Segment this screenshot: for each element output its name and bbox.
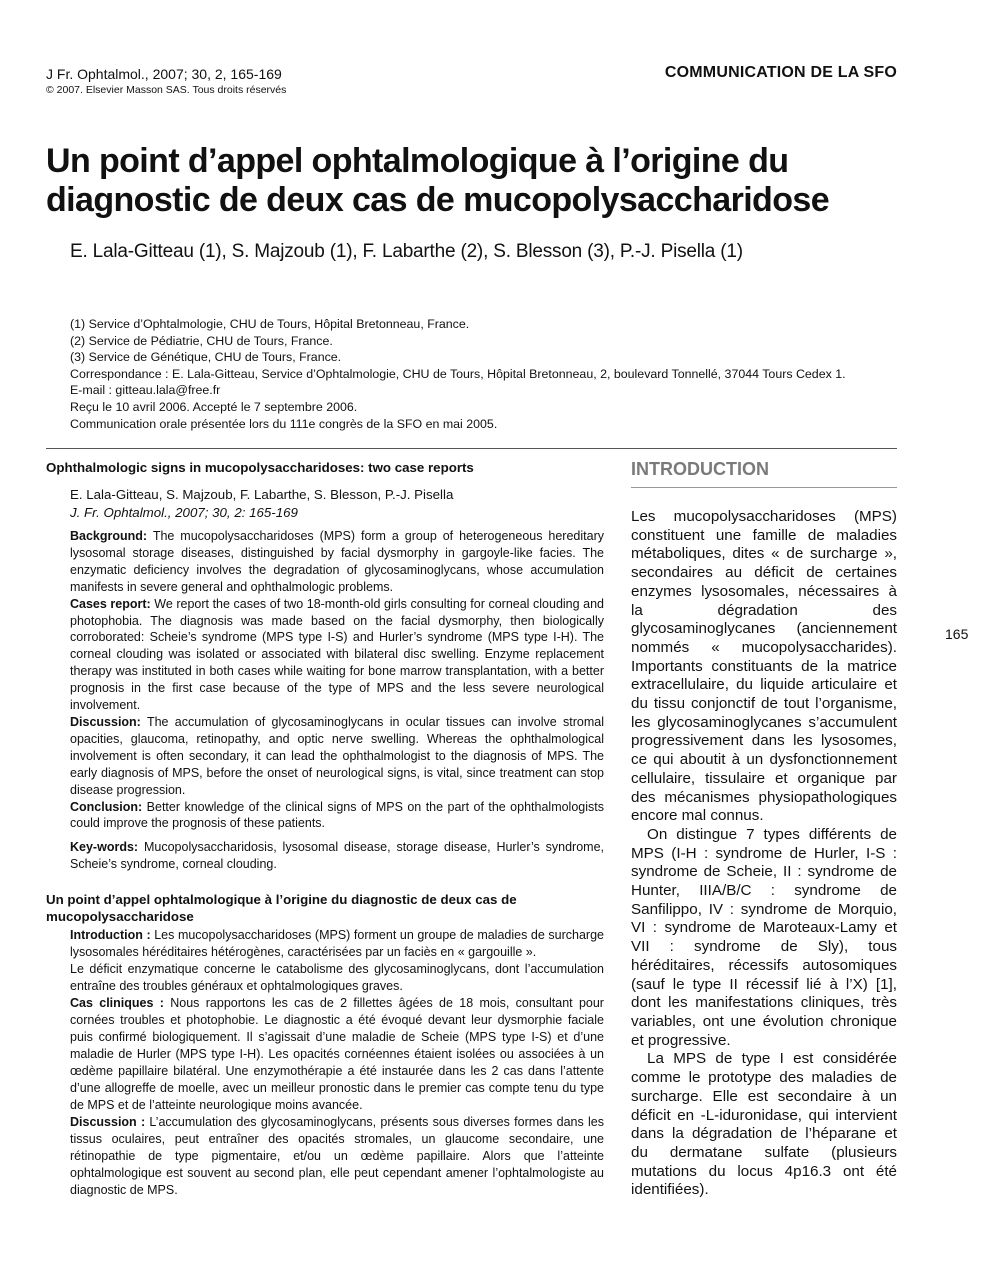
divider [46, 448, 897, 449]
fr-cases-label: Cas cliniques : [70, 996, 164, 1011]
intro-paragraph-3: La MPS de type I est considérée comme le prototype des maladies de surcharge. Elle est secondaire à un déficit en -L-iduronidase, qui intervient dans la dégradation de l’héparane et du dermatane sulfate (plusieurs mutations du locus 4p16.3 ont été identifiées). [631, 1050, 897, 1199]
article-title: Un point d’appel ophtalmologique à l’origine du diagnostic de deux cas de mucopolysaccharidose [46, 142, 830, 219]
received-date: Reçu le 10 avril 2006. Accepté le 7 septembre 2006. [70, 399, 358, 414]
page-number: 165 [945, 626, 969, 642]
fr-discussion-text: L’accumulation des glycosaminoglycans, présents sous diverses formes dans les tissus oculaires, peut entraîner des opacités stromales, un glaucome secondaire, une rétinopathie de type pigmentaire, et/ou un œdème papillaire. Alors que l’atteinte ophtalmologique est souvent au second plan, elle peut cependant amener l’ophtalmologiste au diagnostic de MPS. [70, 1115, 604, 1198]
conclusion-label: Conclusion: [70, 799, 143, 814]
conclusion-paragraph [70, 799, 604, 833]
fr-discussion-label: Discussion : [70, 1115, 146, 1130]
cases-label: Cases report: [70, 596, 151, 611]
cases-paragraph [70, 596, 604, 714]
affiliation-2: (2) Service de Pédiatrie, CHU de Tours, France. [70, 333, 333, 348]
fr-intro-label: Introduction : [70, 928, 151, 943]
intro-paragraph-1: Les mucopolysaccharidoses (MPS) constituent une famille de maladies métaboliques, dites « de surcharge », secondaires au déficit de certaines enzymes lysosomales, nécessaires à la dégradation des glycosaminoglycanes (anciennement nommés « mucopolysaccharides). Importants constituants de la matrice extracellulaire, du liquide articulaire et du tissu conjonctif de tout l’organisme, les glycosaminoglycanes s’accumulent progressivement dans les lysosomes, ce qui aboutit à un dysfonctionnement cellulaire, tissulaire et organique par des mécanismes physiopathologiques encore mal connus. [631, 508, 897, 825]
keywords-text: Mucopolysaccharidosis, lysosomal disease, storage disease, Hurler’s syndrome, Scheie’s syndrome, corneal clouding. [70, 840, 604, 872]
introduction-body [631, 508, 897, 1200]
journal-citation: J Fr. Ophtalmol., 2007; 30, 2, 165-169 [46, 66, 282, 82]
fr-intro-paragraph [70, 927, 604, 961]
copyright-notice: © 2007. Elsevier Masson SAS. Tous droits réservés [46, 84, 287, 96]
english-abstract-heading: Ophthalmologic signs in mucopolysaccharidoses: two case reports [46, 460, 474, 475]
email: E-mail : gitteau.lala@free.fr [70, 383, 221, 398]
french-abstract-body [70, 927, 604, 1199]
background-text: The mucopolysaccharidoses (MPS) form a group of heterogeneous hereditary lysosomal storage diseases, distinguished by facial dysmorphy in gargoyle-like facies. The enzymatic deficiency involves the degradation of glycosaminoglycans, whose accumulation manifests in severe general and ophthalmologic problems. [70, 529, 604, 594]
affiliation-1: (1) Service d’Ophtalmologie, CHU de Tours, Hôpital Bretonneau, France. [70, 317, 470, 331]
section-label: COMMUNICATION DE LA SFO [664, 64, 897, 81]
french-abstract-heading: Un point d’appel ophtalmologique à l’origine du diagnostic de deux cas de mucopolysaccharidose [46, 892, 517, 925]
intro-paragraph-2: On distingue 7 types différents de MPS (I-H : syndrome de Hurler, I-S : syndrome de Scheie, II : syndrome de Hunter, IIIA/B/C : syndrome de Sanfilippo, IV : syndrome de Morquio, VI : syndrome de Maroteaux-Lamy et VII : syndrome de Sly), tous héréditaires, récessifs autosomiques (sauf le type II récessif lié à l’X) [1], dont les manifestations cliniques, très variables, ont une évolution chronique et progressive. [631, 825, 897, 1049]
fr-intro2-paragraph: Le déficit enzymatique concerne le catabolisme des glycosaminoglycans, dont l’accumulation entraîne des troubles généraux et ophtalmologiques graves. [70, 962, 604, 994]
discussion-text: The accumulation of glycosaminoglycans in ocular tissues can involve stromal opacities, glaucoma, retinopathy, and optic nerve swelling. Whereas the ophthalmological involvement is often secondary, it can lead the ophthalmologist to the diagnosis of MPS. The early diagnosis of MPS, before the onset of neurological signs, is vital, since treatment can stop disease progression. [70, 714, 604, 797]
introduction-column [631, 459, 897, 1200]
correspondence: Correspondance : E. Lala-Gitteau, Service d’Ophtalmologie, CHU de Tours, Hôpital Bretonneau, 2, boulevard Tonnellé, 37044 Tours Cedex 1. [70, 366, 846, 381]
english-abstract-authors: E. Lala-Gitteau, S. Majzoub, F. Labarthe, S. Blesson, P.-J. Pisella [70, 487, 454, 502]
discussion-label: Discussion: [70, 714, 141, 729]
background-paragraph [70, 528, 604, 596]
background-label: Background: [70, 529, 148, 543]
abstracts-column [46, 460, 604, 1199]
discussion-paragraph [70, 714, 604, 799]
fr-cases-paragraph [70, 995, 604, 1114]
cases-text: We report the cases of two 18-month-old girls consulting for corneal clouding and photophobia. The diagnosis was made based on the facial dysmorphy, then biologically corroborated: Scheie’s syndrome (MPS type I-S) and Hurler’s syndrome (MPS type I-H). The corneal clouding was isolated or associated with bilateral disc swelling. Enzyme replacement therapy was instituted in both cases while waiting for bone marrow transplantation, with a better prognosis in the first case because of the type of MPS and the less severe neurological involvement. [70, 596, 604, 713]
keywords [70, 839, 604, 873]
fr-intro-text: Les mucopolysaccharidoses (MPS) forment un groupe de maladies de surcharge lysosomales héréditaires hétérogènes, caractérisées par un faciès en « gargouille ». [70, 928, 604, 960]
author-list: E. Lala-Gitteau (1), S. Majzoub (1), F. Labarthe (2), S. Blesson (3), P.-J. Pisella (1) [70, 241, 743, 262]
fr-cases-text: Nous rapportons les cas de 2 fillettes âgées de 18 mois, consultant pour cornées troubles et photophobie. Le diagnostic a été évoqué devant leur dysmorphie faciale puis confirmé biologiquement. Il s’agissait d’une maladie de Scheie (MPS type I-S) et d’une maladie de Hurler (MPS type I-H). Les opacités cornéennes étaient isolées ou associées à un œdème papillaire bilatéral. Une enzymothérapie a été instaurée dans les 2 cas dans l’attente d’une allogreffe de moelle, avec un meilleur pronostic dans le premier cas compte tenu du type de MPS et de l’atteinte neurologique moins avancée. [70, 996, 604, 1113]
fr-discussion-paragraph [70, 1114, 604, 1199]
conclusion-text: Better knowledge of the clinical signs of MPS on the part of the ophthalmologists could improve the prognosis of these patients. [70, 799, 604, 831]
affiliation-3: (3) Service de Génétique, CHU de Tours, France. [70, 350, 342, 365]
english-abstract-reference: J. Fr. Ophtalmol., 2007; 30, 2: 165-169 [70, 505, 298, 520]
oral-communication-note: Communication orale présentée lors du 111e congrès de la SFO en mai 2005. [70, 416, 498, 431]
keywords-label: Key-words: [70, 840, 139, 855]
introduction-heading: INTRODUCTION [631, 459, 897, 488]
english-abstract-body [70, 528, 604, 832]
affiliations [70, 316, 846, 432]
